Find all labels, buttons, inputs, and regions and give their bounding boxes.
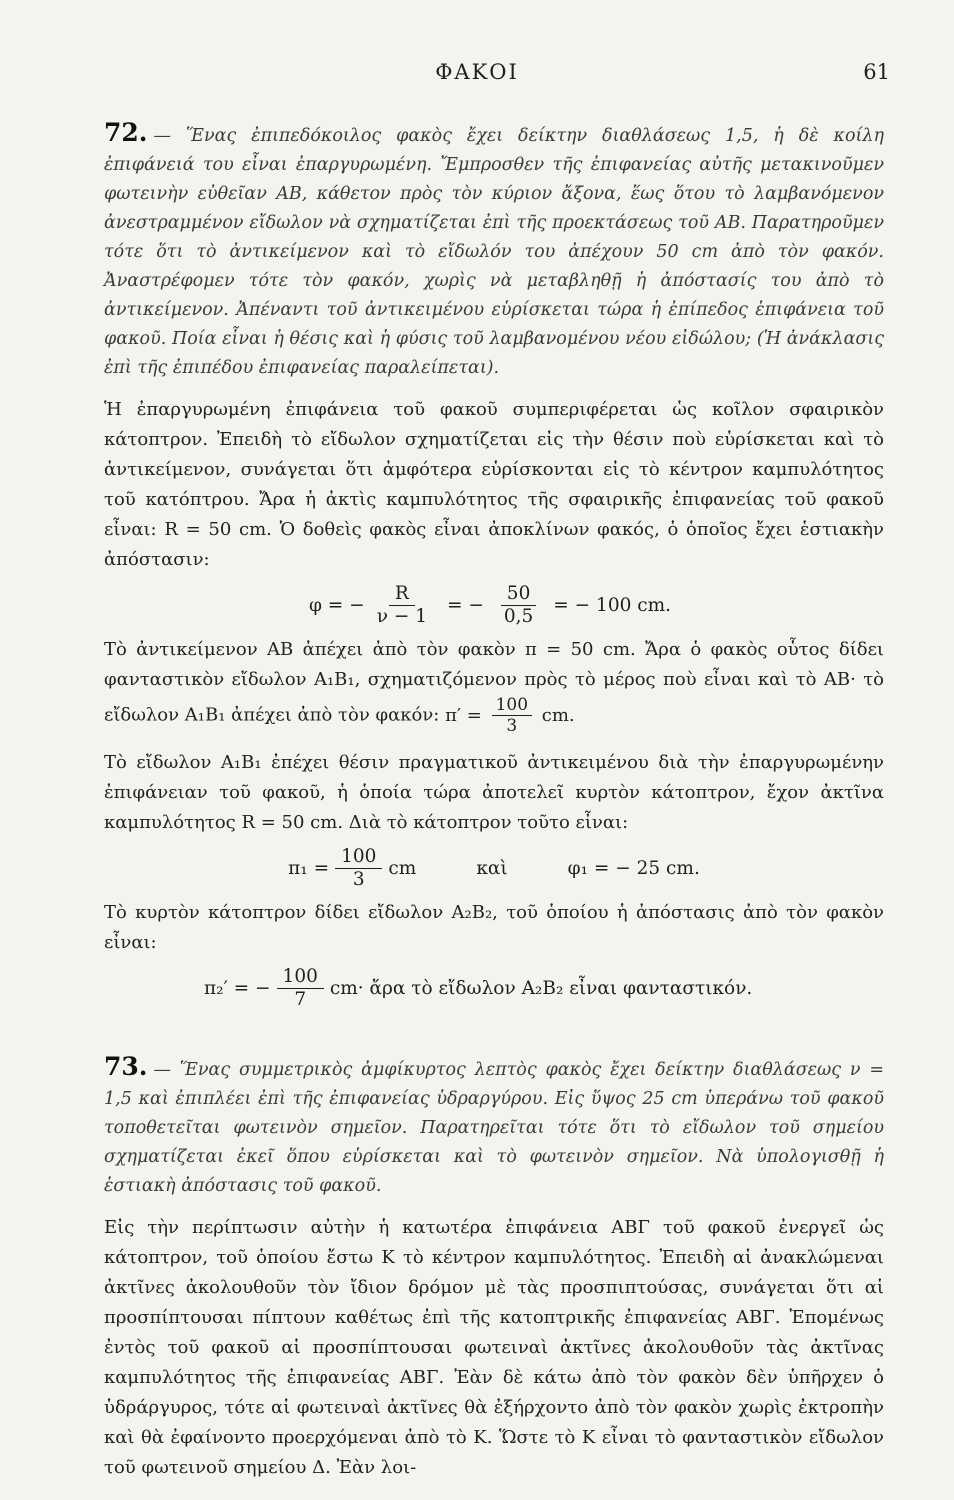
fraction-denominator: ν − 1 <box>376 605 427 627</box>
page-header <box>0 56 954 92</box>
equation-rhs: = − 100 cm. <box>553 594 672 616</box>
running-title: ΦΑΚΟΙ <box>435 60 519 84</box>
problem-72 <box>104 118 884 383</box>
equation-unit: cm· ἄρα τὸ εἴδωλον Α₂Β₂ εἶναι φανταστικόν. <box>329 977 753 999</box>
fraction-denominator: 3 <box>506 716 518 736</box>
equation-lhs: π₁ = <box>288 857 330 879</box>
solution-paragraph: Τὸ εἴδωλον Α₁Β₁ ἐπέχει θέσιν πραγματικοῦ ἀντικειμένου διὰ τὴν ἐπαργυρωμένην ἐπιφάνειαν τοῦ φακοῦ, ἡ ὁποία τώρα ἀποτελεῖ κυρτὸν κάτοπτρον, ἔχον ἀκτῖνα καμπυλότητος R = 50 cm. Διὰ τὸ κάτοπτρον τοῦτο εἶναι: <box>104 752 884 833</box>
equation-mirror <box>104 840 884 896</box>
equation-focal-length <box>104 577 884 633</box>
fraction-numerator: 50 <box>501 583 537 606</box>
problem-number: 72. <box>104 118 148 147</box>
fraction <box>335 846 382 891</box>
fraction-numerator: 100 <box>277 966 324 989</box>
problem-number: 73. <box>104 1052 148 1081</box>
problem-text: — Ἕνας συμμετρικὸς ἀμφίκυρτος λεπτὸς φακὸς ἔχει δείκτην διαθλάσεως ν = 1,5 καὶ ἐπιπλέει ἐπὶ τῆς ἐπιφανείας ὑδραργύρου. Εἰς ὕψος 25 cm ὑπεράνω τοῦ φακοῦ τοποθετεῖται φωτεινὸν σημεῖον. Παρατηρεῖται τότε ὅτι τὸ εἴδωλον τοῦ σημείου σχηματίζεται ἐκεῖ ὅπου εὑρίσκεται καὶ τὸ φωτεινὸν σημεῖον. Νὰ ὑπολογισθῇ ἡ ἑστιακὴ ἀπόστασις τοῦ φακοῦ. <box>104 1060 884 1196</box>
solution-paragraph: Ἡ ἐπαργυρωμένη ἐπιφάνεια τοῦ φακοῦ συμπεριφέρεται ὡς κοῖλον σφαιρικὸν κάτοπτρον. Ἐπειδὴ τὸ εἴδωλον σχηματίζεται εἰς τὴν θέσιν ποὺ εὑρίσκεται καὶ τὸ ἀντικείμενον, συνάγεται ὅτι ἀμφότερα εὑρίσκονται εἰς τὸ κέντρον καμπυλότητος τοῦ κατόπτρου. Ἄρα ἡ ἀκτὶς καμπυλότητος τῆς σφαιρικῆς ἐπιφανείας τοῦ φακοῦ εἶναι: R = 50 cm. Ὁ δοθεὶς φακὸς εἶναι ἀποκλίνων φακός, ὁ ὁποῖος ἔχει ἑστιακὴν ἀπόστασιν: <box>104 399 884 570</box>
fraction <box>277 966 324 1011</box>
fraction <box>371 583 433 628</box>
equation-image-distance <box>445 695 575 736</box>
fraction-numerator: R <box>389 583 415 606</box>
equation-lhs: φ = − <box>308 594 365 616</box>
equation-operator: = − <box>446 594 484 616</box>
page-body <box>104 118 884 1483</box>
page-number: 61 <box>863 60 890 84</box>
equation-lhs: π₂′ = − <box>204 977 271 999</box>
equation-conjunction: καὶ <box>476 857 508 879</box>
fraction-numerator: 100 <box>492 695 532 716</box>
solution-paragraph: Τὸ κυρτὸν κάτοπτρον δίδει εἴδωλον Α₂Β₂, τοῦ ὁποίου ἡ ἀπόστασις ἀπὸ τὸν φακὸν εἶναι: <box>104 902 884 953</box>
fraction-denominator: 7 <box>294 988 307 1010</box>
fraction-denominator: 0,5 <box>503 605 534 627</box>
equation-unit: cm <box>388 857 417 879</box>
equation-lhs: π′ = <box>445 704 482 726</box>
fraction <box>498 583 539 628</box>
equation-final-image <box>104 960 884 1016</box>
fraction-numerator: 100 <box>335 846 382 869</box>
problem-text: — Ἕνας ἐπιπεδόκοιλος φακὸς ἔχει δείκτην διαθλάσεως 1,5, ἡ δὲ κοίλη ἐπιφάνειά του εἶναι ἐπαργυρωμένη. Ἔμπροσθεν τῆς ἐπιφανείας αὐτῆς μετακινοῦμεν φωτεινὴν εὐθεῖαν ΑΒ, κάθετον πρὸς τὸν κύριον ἄξονα, ἕως ὅτου τὸ λαμβανόμενον ἀνεστραμμένον εἴδωλον νὰ σχηματίζεται ἐπὶ τῆς προεκτάσεως τοῦ ΑΒ. Παρατηροῦμεν τότε ὅτι τὸ ἀντικείμενον καὶ τὸ εἴδωλόν του ἀπέχουν 50 cm ἀπὸ τὸν φακόν. Ἀναστρέφομεν τότε τὸν φακόν, χωρὶς νὰ μεταβληθῇ ἡ ἀπόστασίς του ἀπὸ τὸ ἀντικείμενον. Ἀπέναντι τοῦ ἀντικειμένου εὑρίσκεται τώρα ἡ ἐπίπεδος ἐπιφάνεια τοῦ φακοῦ. Ποία εἶναι ἡ θέσις καὶ ἡ φύσις τοῦ λαμβανομένου νέου εἰδώλου; (Ἡ ἀνάκλασις ἐπὶ τῆς ἐπιπέδου ἐπιφανείας παραλείπεται). <box>104 126 884 378</box>
fraction-denominator: 3 <box>352 868 365 890</box>
fraction <box>492 695 532 736</box>
equation-unit: cm. <box>541 704 575 726</box>
equation-rhs: φ₁ = − 25 cm. <box>567 857 700 879</box>
solution-paragraph <box>104 635 884 736</box>
solution-text: Τὸ ἀντικείμενον ΑΒ ἀπέχει ἀπὸ τὸν φακὸν π = 50 cm. Ἄρα ὁ φακὸς οὗτος δίδει φανταστικὸν εἴδωλον Α₁Β₁, σχηματιζόμενον πρὸς τὸ μέρος ποὺ εἶναι καὶ τὸ ΑΒ· τὸ εἴδωλον Α₁Β₁ ἀπέχει ἀπὸ τὸν φακόν: <box>104 639 884 726</box>
problem-73 <box>104 1052 884 1201</box>
solution-paragraph: Εἰς τὴν περίπτωσιν αὐτὴν ἡ κατωτέρα ἐπιφάνεια ΑΒΓ τοῦ φακοῦ ἐνεργεῖ ὡς κάτοπτρον, τοῦ ὁποίου ἔστω Κ τὸ κέντρον καμπυλότητος. Ἐπειδὴ αἱ ἀνακλώμεναι ἀκτῖνες ἀκολουθοῦν τὸν ἴδιον δρόμον μὲ τὰς προσπιπτούσας, συνάγεται ὅτι αἱ προσπίπτουσαι πίπτουν καθέτως ἐπὶ τῆς κατοπτρικῆς ἐπιφανείας ΑΒΓ. Ἑπομένως ἐντὸς τοῦ φακοῦ αἱ προσπίπτουσαι φωτειναὶ ἀκτῖνες ἀκολουθοῦν τὰς ἀκτῖνας καμπυλότητος τῆς ἐπιφανείας ΑΒΓ. Ἐὰν δὲ κάτω ἀπὸ τὸν φακὸν δὲν ὑπῆρχεν ὁ ὑδράργυρος, τότε αἱ φωτειναὶ ἀκτῖνες θὰ ἐξήρχοντο ἀπὸ τὸν φακὸν χωρὶς ἐκτροπὴν καὶ θὰ ἐφαίνοντο προερχόμεναι ἀπὸ τὸ Κ. Ὥστε τὸ Κ εἶναι τὸ φανταστικὸν εἴδωλον τοῦ φωτεινοῦ σημείου Δ. Ἐὰν λοι- <box>104 1217 884 1478</box>
